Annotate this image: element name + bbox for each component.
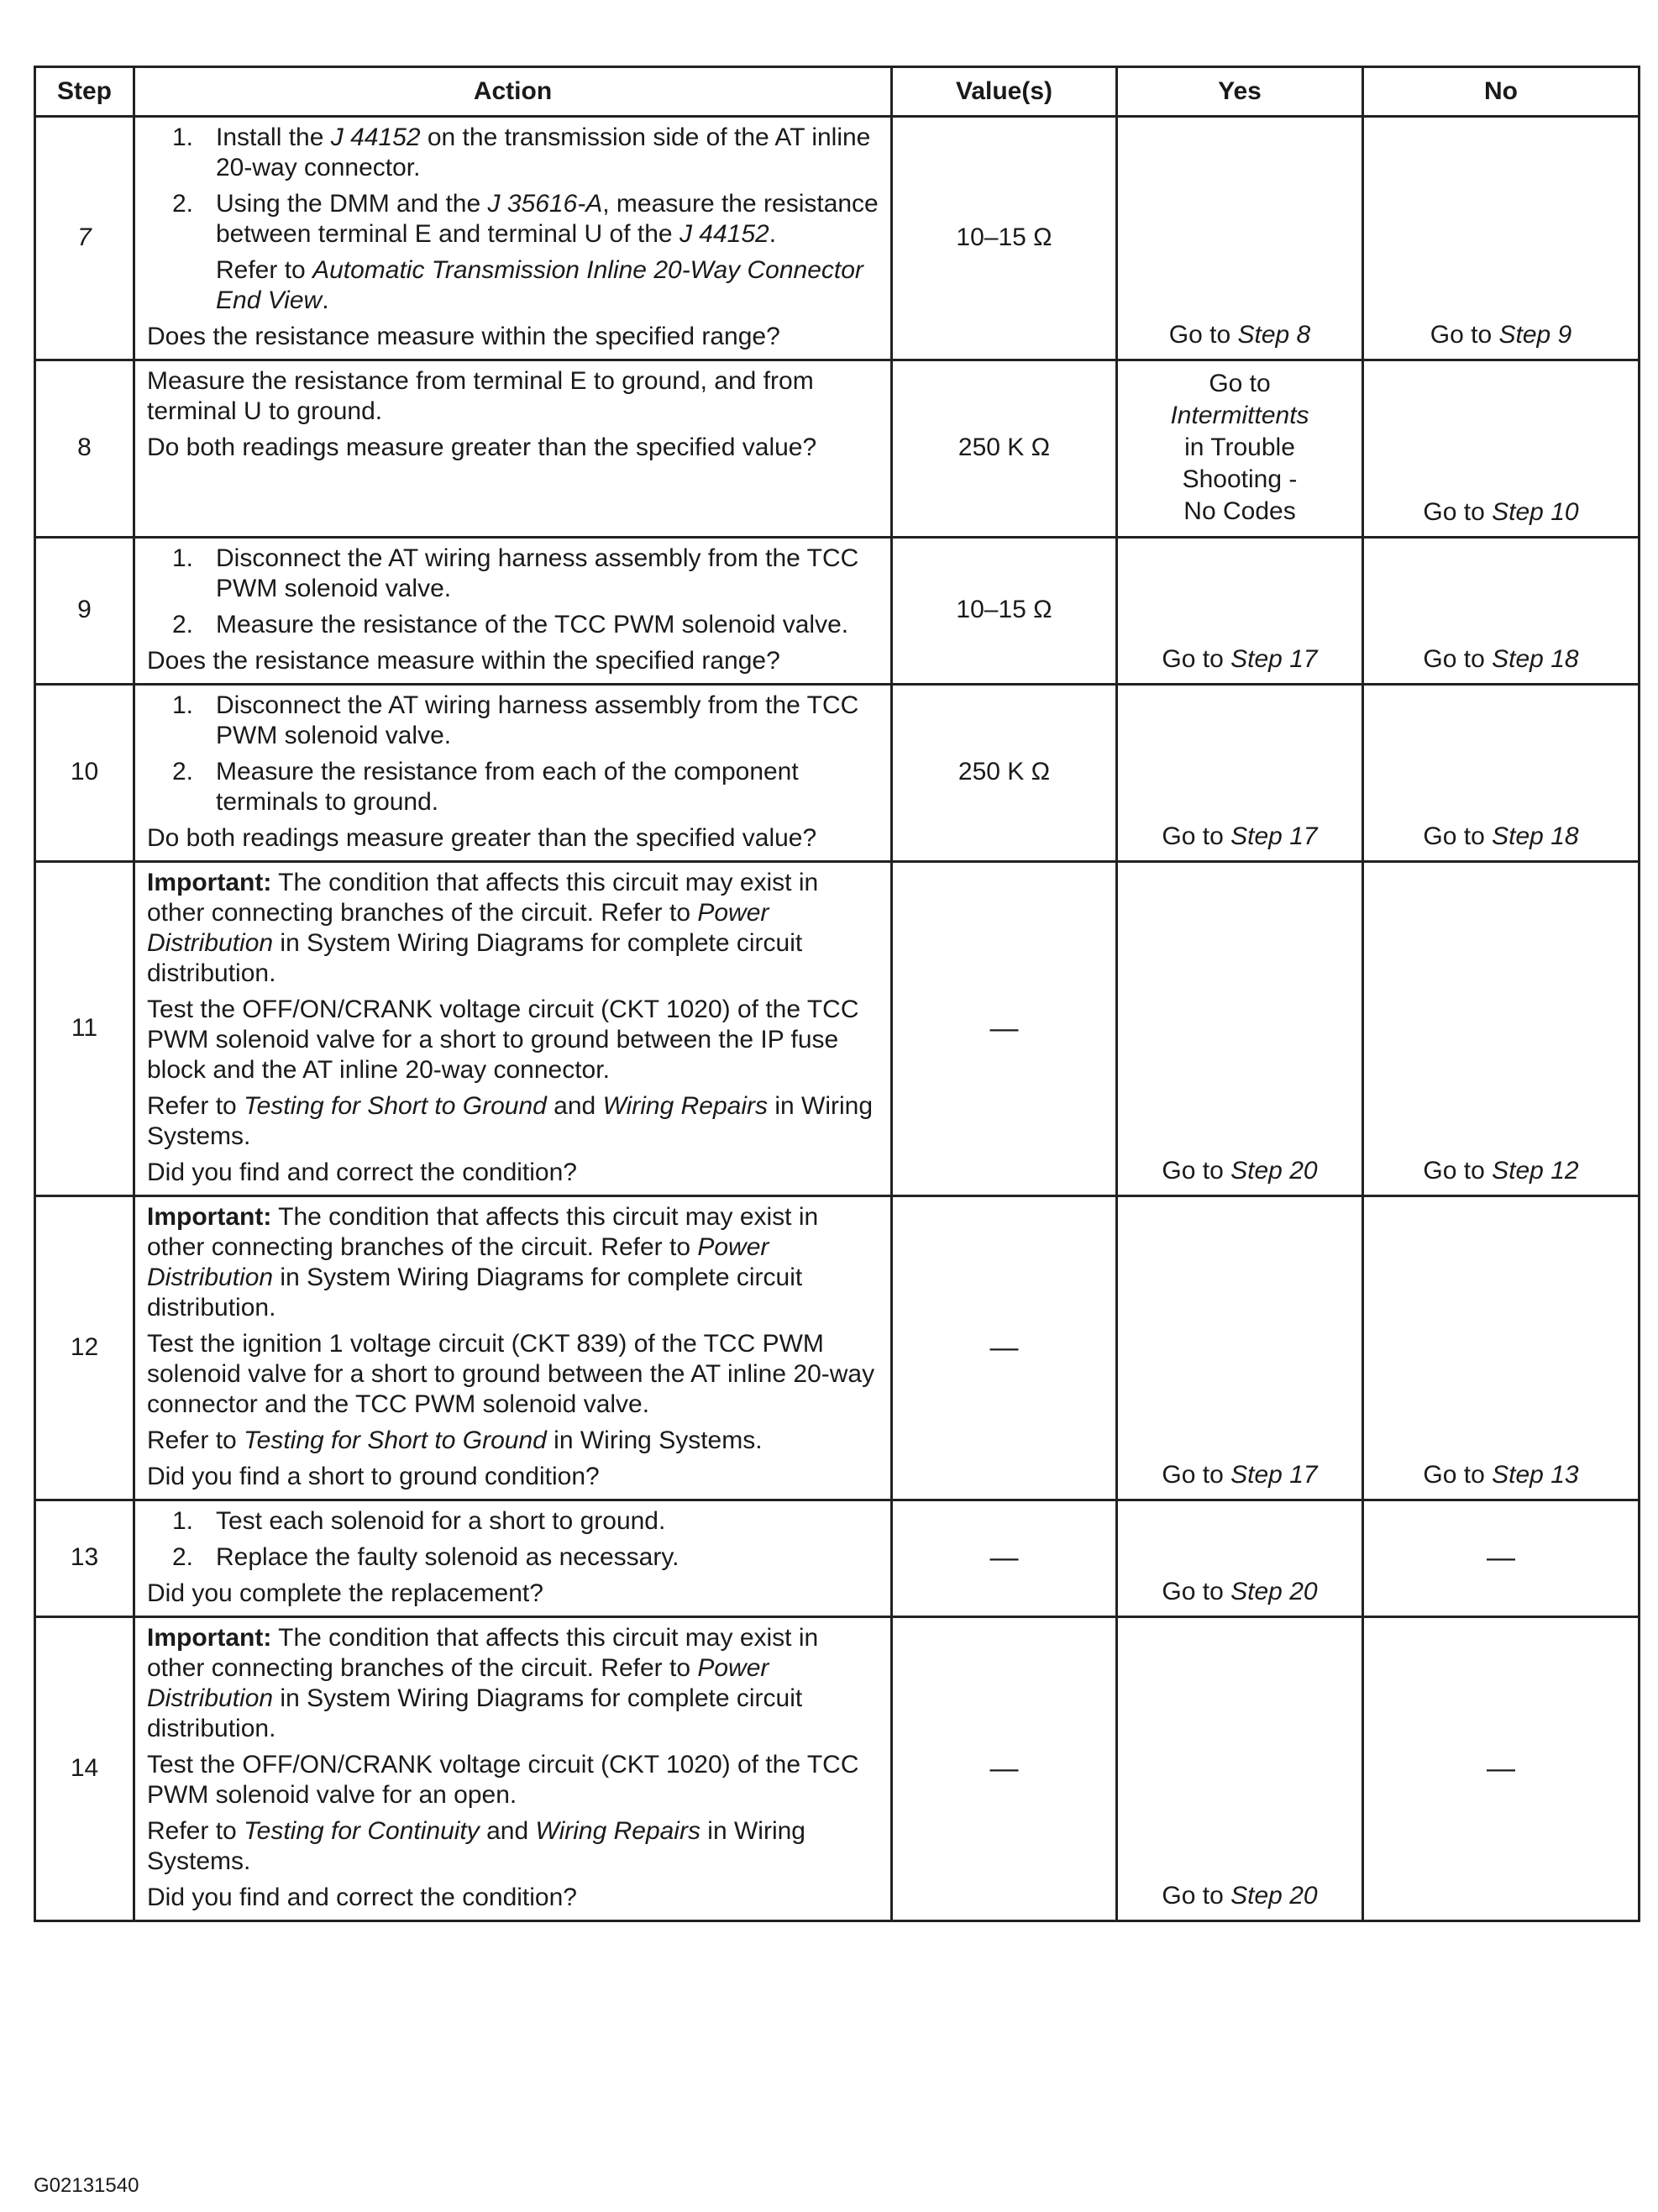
diagnostic-table [34,66,1640,1922]
no-cell: Go to Step 18 [1363,685,1640,862]
no-cell: Go to Step 9 [1363,117,1640,360]
action-question: Do both readings measure greater than the specified value? [147,433,817,461]
header-row [35,67,1640,117]
value-cell: 250 K Ω [892,685,1117,862]
action-cell [134,685,892,862]
no-cell: Go to Step 12 [1363,862,1640,1196]
action-text: Test the OFF/ON/CRANK voltage circuit (CKT 1020) of the TCC PWM solenoid valve for an open. [147,1751,859,1809]
step-number: 12 [35,1196,134,1500]
action-item: 2. Using the DMM and the J 35616-A, measure the resistance between terminal E and terminal U of the J 44152. [172,190,879,248]
header-values: Value(s) [892,67,1117,117]
important-note: Important: The condition that affects this circuit may exist in other connecting branches of the circuit. Refer to Power Distribution in System Wiring Diagrams for complete circuit distribution. [147,1203,819,1321]
yes-cell: Go to Step 8 [1117,117,1363,360]
value-cell: — [892,1500,1117,1617]
action-question: Did you complete the replacement? [147,1579,543,1607]
header-no: No [1363,67,1640,117]
step-number: 11 [35,862,134,1196]
action-item: 2. Measure the resistance of the TCC PWM solenoid valve. [172,611,849,638]
step-number: 7 [35,117,134,360]
action-item: 1. Disconnect the AT wiring harness assembly from the TCC PWM solenoid valve. [172,691,859,749]
header-step: Step [35,67,134,117]
header-yes: Yes [1117,67,1363,117]
action-cell [134,1196,892,1500]
value-cell: — [892,1617,1117,1921]
action-item: 1. Disconnect the AT wiring harness assembly from the TCC PWM solenoid valve. [172,544,859,602]
no-cell: — [1363,1617,1640,1921]
action-reference: Refer to Testing for Short to Ground in Wiring Systems. [147,1427,763,1454]
action-question: Did you find and correct the condition? [147,1159,577,1186]
value-cell: — [892,862,1117,1196]
table-row [35,360,1640,538]
action-cell [134,1500,892,1617]
action-item: 2. Replace the faulty solenoid as necessary. [172,1543,679,1571]
table-row [35,1617,1640,1921]
action-item: 1. Test each solenoid for a short to ground. [172,1507,666,1535]
value-cell: 250 K Ω [892,360,1117,538]
action-reference: Refer to Testing for Continuity and Wiring Repairs in Wiring Systems. [147,1817,805,1875]
yes-cell: Go to Step 17 [1117,685,1363,862]
figure-id: G02131540 [34,2174,139,2197]
action-question: Does the resistance measure within the specified range? [147,323,780,350]
yes-cell: Go to Step 17 [1117,538,1363,685]
no-cell: Go to Step 10 [1363,360,1640,538]
action-question: Does the resistance measure within the specified range? [147,647,780,675]
yes-cell: Go to Intermittents in Trouble Shooting - No Codes [1117,360,1363,538]
action-cell [134,360,892,538]
no-cell: Go to Step 18 [1363,538,1640,685]
action-reference: Refer to Testing for Short to Ground and Wiring Repairs in Wiring Systems. [147,1092,874,1150]
yes-cell: Go to Step 20 [1117,862,1363,1196]
action-text: Measure the resistance from terminal E to ground, and from terminal U to ground. [147,367,814,425]
action-question: Did you find a short to ground condition? [147,1463,600,1490]
action-question: Did you find and correct the condition? [147,1884,577,1911]
value-cell: — [892,1196,1117,1500]
step-number: 9 [35,538,134,685]
yes-cell: Go to Step 20 [1117,1500,1363,1617]
table-row [35,1196,1640,1500]
action-reference: Refer to Automatic Transmission Inline 20-Way Connector End View. [216,256,863,314]
action-text: Test the OFF/ON/CRANK voltage circuit (CKT 1020) of the TCC PWM solenoid valve for a short to ground between the IP fuse block and the AT inline 20-way connector. [147,996,859,1084]
value-cell: 10–15 Ω [892,538,1117,685]
action-cell [134,1617,892,1921]
table-row [35,117,1640,360]
yes-cell: Go to Step 20 [1117,1617,1363,1921]
yes-cell: Go to Step 17 [1117,1196,1363,1500]
action-cell [134,538,892,685]
table-row [35,538,1640,685]
action-text: Test the ignition 1 voltage circuit (CKT 839) of the TCC PWM solenoid valve for a short to ground between the AT inline 20-way connector and the TCC PWM solenoid valve. [147,1330,875,1418]
table-row [35,862,1640,1196]
no-cell: — [1363,1500,1640,1617]
step-number: 8 [35,360,134,538]
important-note: Important: The condition that affects this circuit may exist in other connecting branches of the circuit. Refer to Power Distribution in System Wiring Diagrams for complete circuit distribution. [147,869,819,987]
important-note: Important: The condition that affects this circuit may exist in other connecting branches of the circuit. Refer to Power Distribution in System Wiring Diagrams for complete circuit distribution. [147,1624,819,1742]
step-number: 13 [35,1500,134,1617]
action-item: 2. Measure the resistance from each of the component terminals to ground. [172,758,799,816]
action-item: 1. Install the J 44152 on the transmission side of the AT inline 20-way connector. [172,123,871,181]
action-question: Do both readings measure greater than the specified value? [147,824,817,852]
no-cell: Go to Step 13 [1363,1196,1640,1500]
table-row [35,685,1640,862]
table-row [35,1500,1640,1617]
value-cell: 10–15 Ω [892,117,1117,360]
step-number: 10 [35,685,134,862]
action-cell [134,862,892,1196]
action-cell [134,117,892,360]
step-number: 14 [35,1617,134,1921]
header-action: Action [134,67,892,117]
